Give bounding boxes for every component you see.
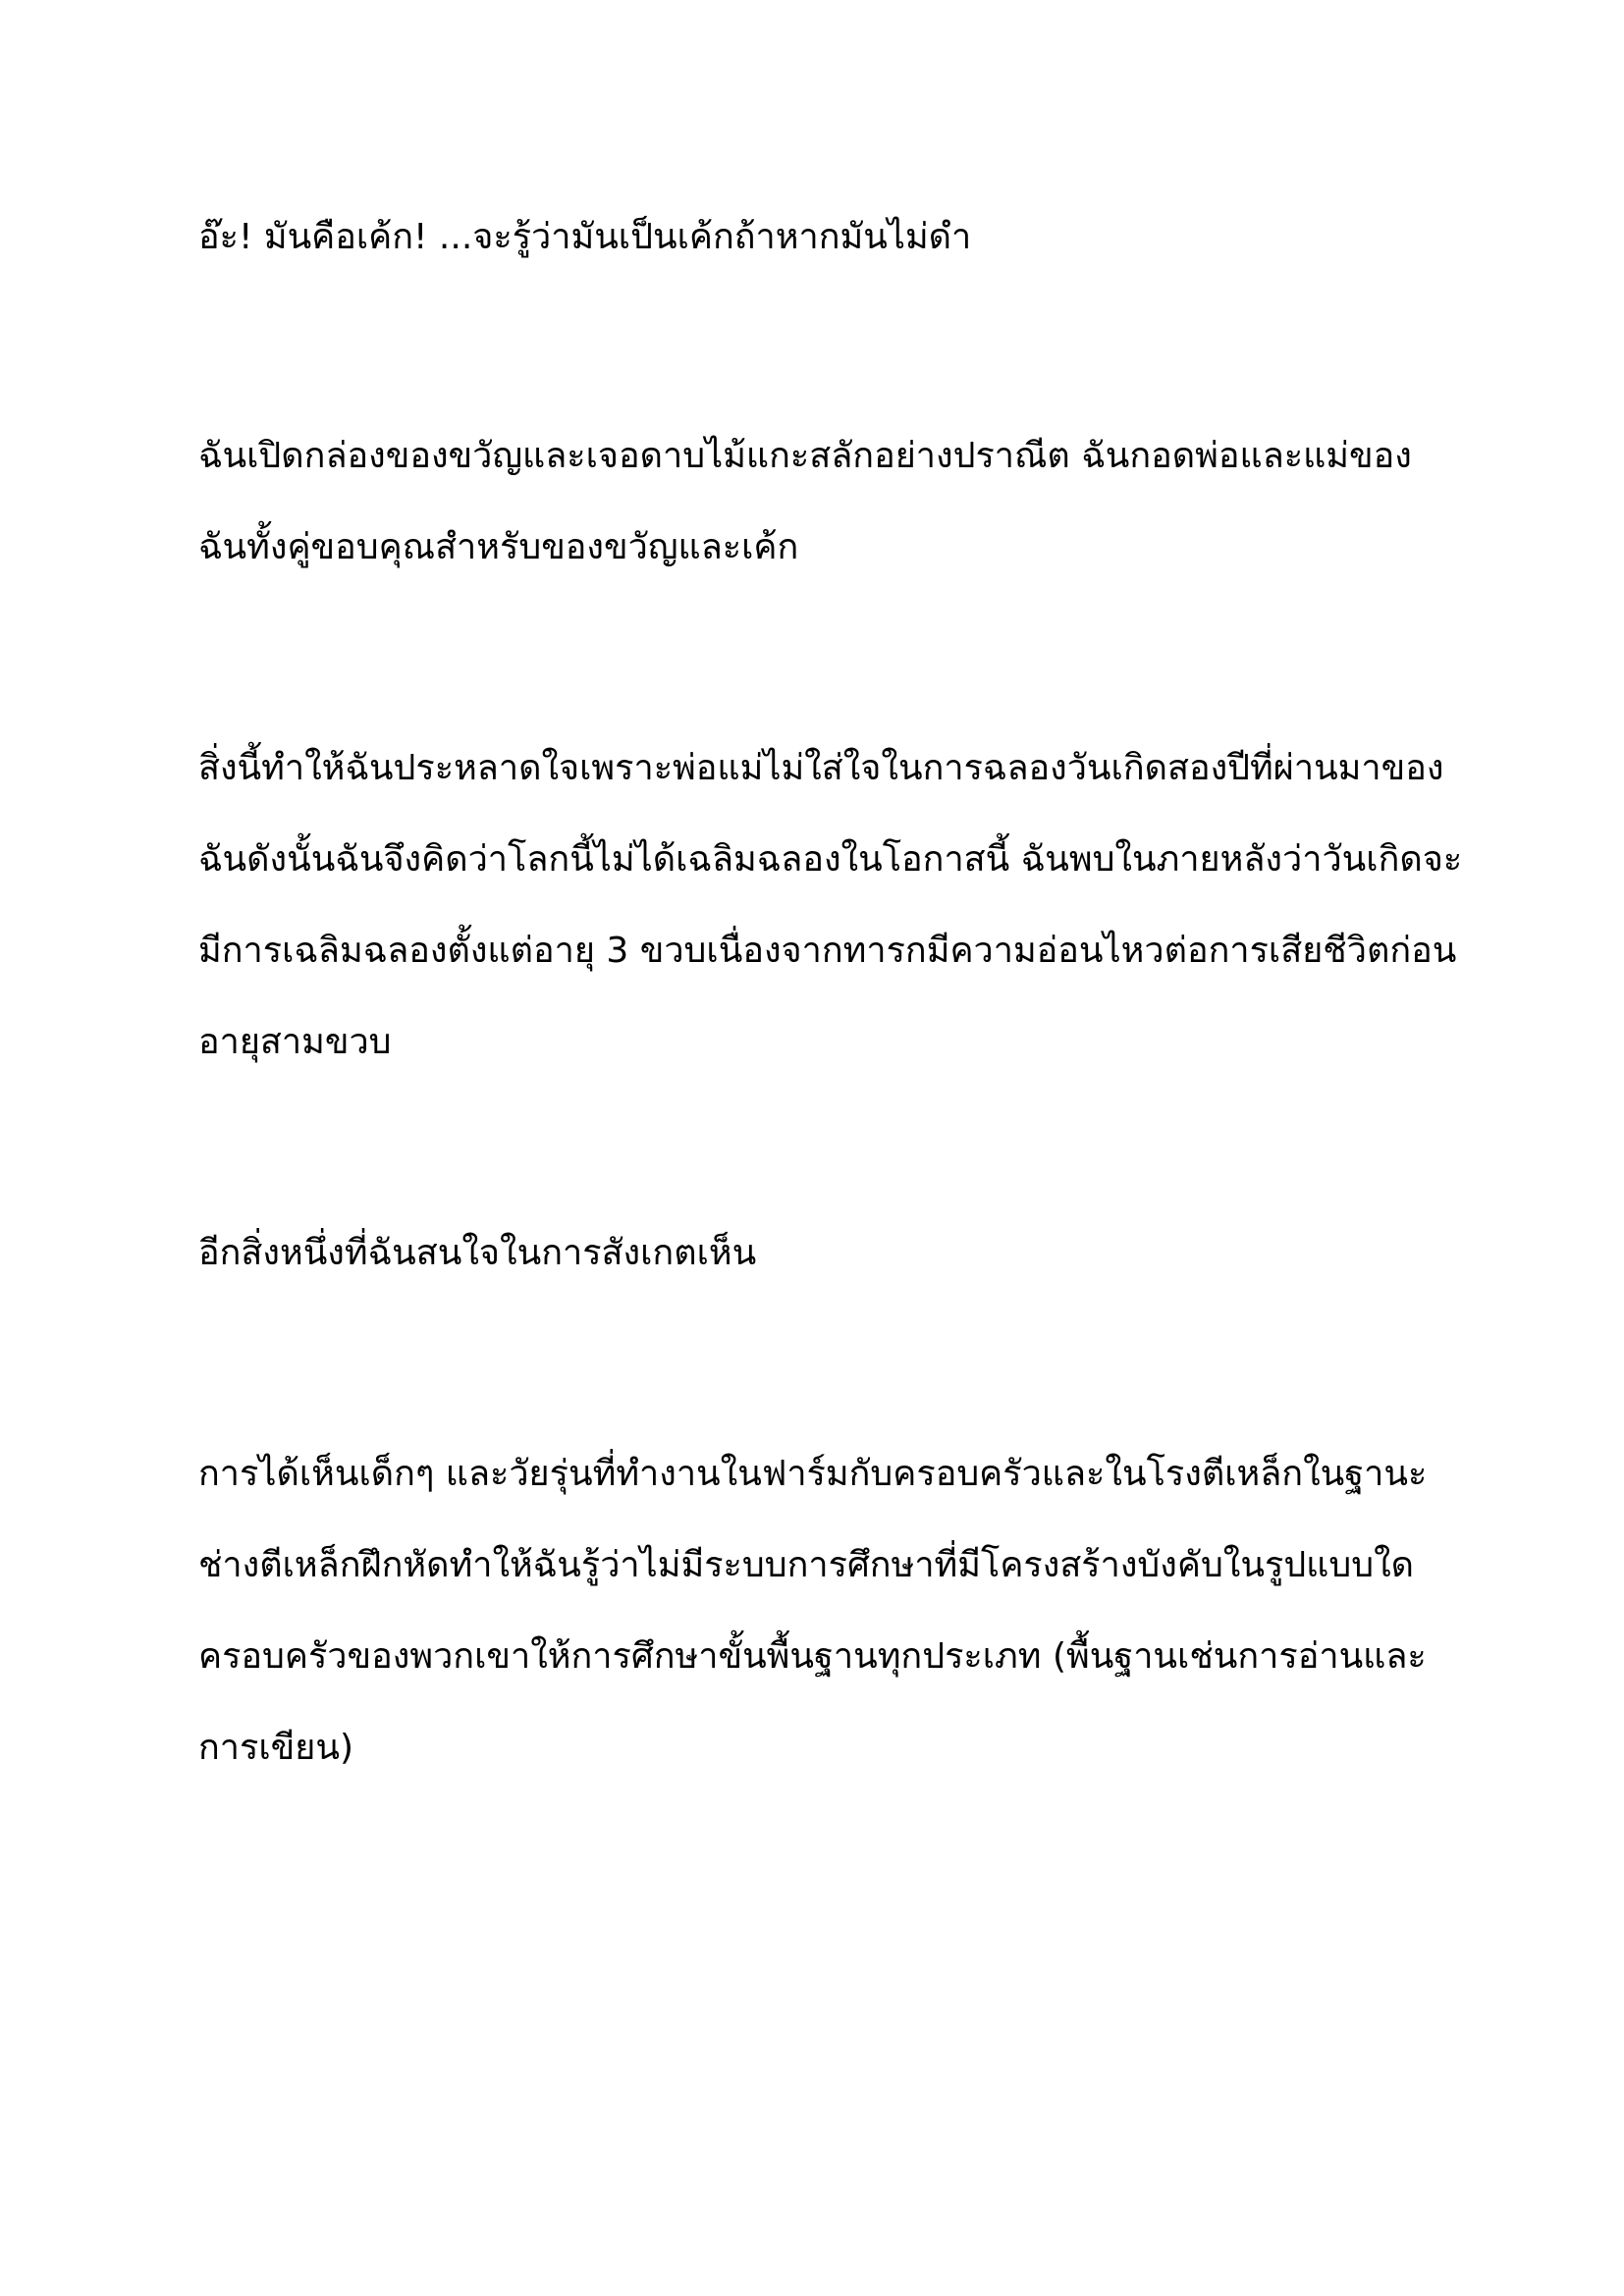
paragraph-line: อ๊ะ! มันคือเค้ก! ...จะรู้ว่ามันเป็นเค้กถ้าหากมันไม่ดำ [198,217,972,257]
paragraph-line: การได้เห็นเด็กๆ และวัยรุ่นที่ทำงานในฟาร์มกับครอบครัวและในโรงตีเหล็กในฐานะ [198,1454,1428,1494]
paragraph-line: ช่างตีเหล็กฝึกหัดทำให้ฉันรู้ว่าไม่มีระบบการศึกษาที่มีโครงสร้างบังคับในรูปแบบใด [198,1545,1415,1585]
paragraph-line: ฉันทั้งคู่ขอบคุณสำหรับของขวัญและเค้ก [198,527,799,567]
paragraph-cake [198,191,1435,283]
paragraph-observation [198,1207,1435,1299]
paragraph-birthday-surprise [198,722,1463,1088]
paragraph-line: อีกสิ่งหนึ่งที่ฉันสนใจในการสังเกตเห็น [198,1233,757,1273]
paragraph-line: มีการเฉลิมฉลองตั้งแต่อายุ 3 ขวบเนื่องจากทารกมีความอ่อนไหวต่อการเสียชีวิตก่อน [198,931,1457,971]
paragraph-line: ฉันดังนั้นฉันจึงคิดว่าโลกนี้ไม่ได้เฉลิมฉลองในโอกาสนี้ ฉันพบในภายหลังว่าวันเกิดจะ [198,839,1463,880]
paragraph-education [198,1428,1435,1793]
paragraph-line: สิ่งนี้ทำให้ฉันประหลาดใจเพราะพ่อแม่ไม่ใส่ใจในการฉลองวันเกิดสองปีที่ผ่านมาของ [198,748,1444,788]
paragraph-line: ฉันเปิดกล่องของขวัญและเจอดาบไม้แกะสลักอย่างปราณีต ฉันกอดพ่อและแม่ของ [198,436,1412,476]
paragraph-line: การเขียน) [198,1728,354,1768]
paragraph-gift [198,410,1435,593]
paragraph-line: อายุสามขวบ [198,1022,392,1062]
paragraph-line: ครอบครัวของพวกเขาให้การศึกษาขั้นพื้นฐานทุกประเภท (พื้นฐานเช่นการอ่านและ [198,1636,1427,1677]
